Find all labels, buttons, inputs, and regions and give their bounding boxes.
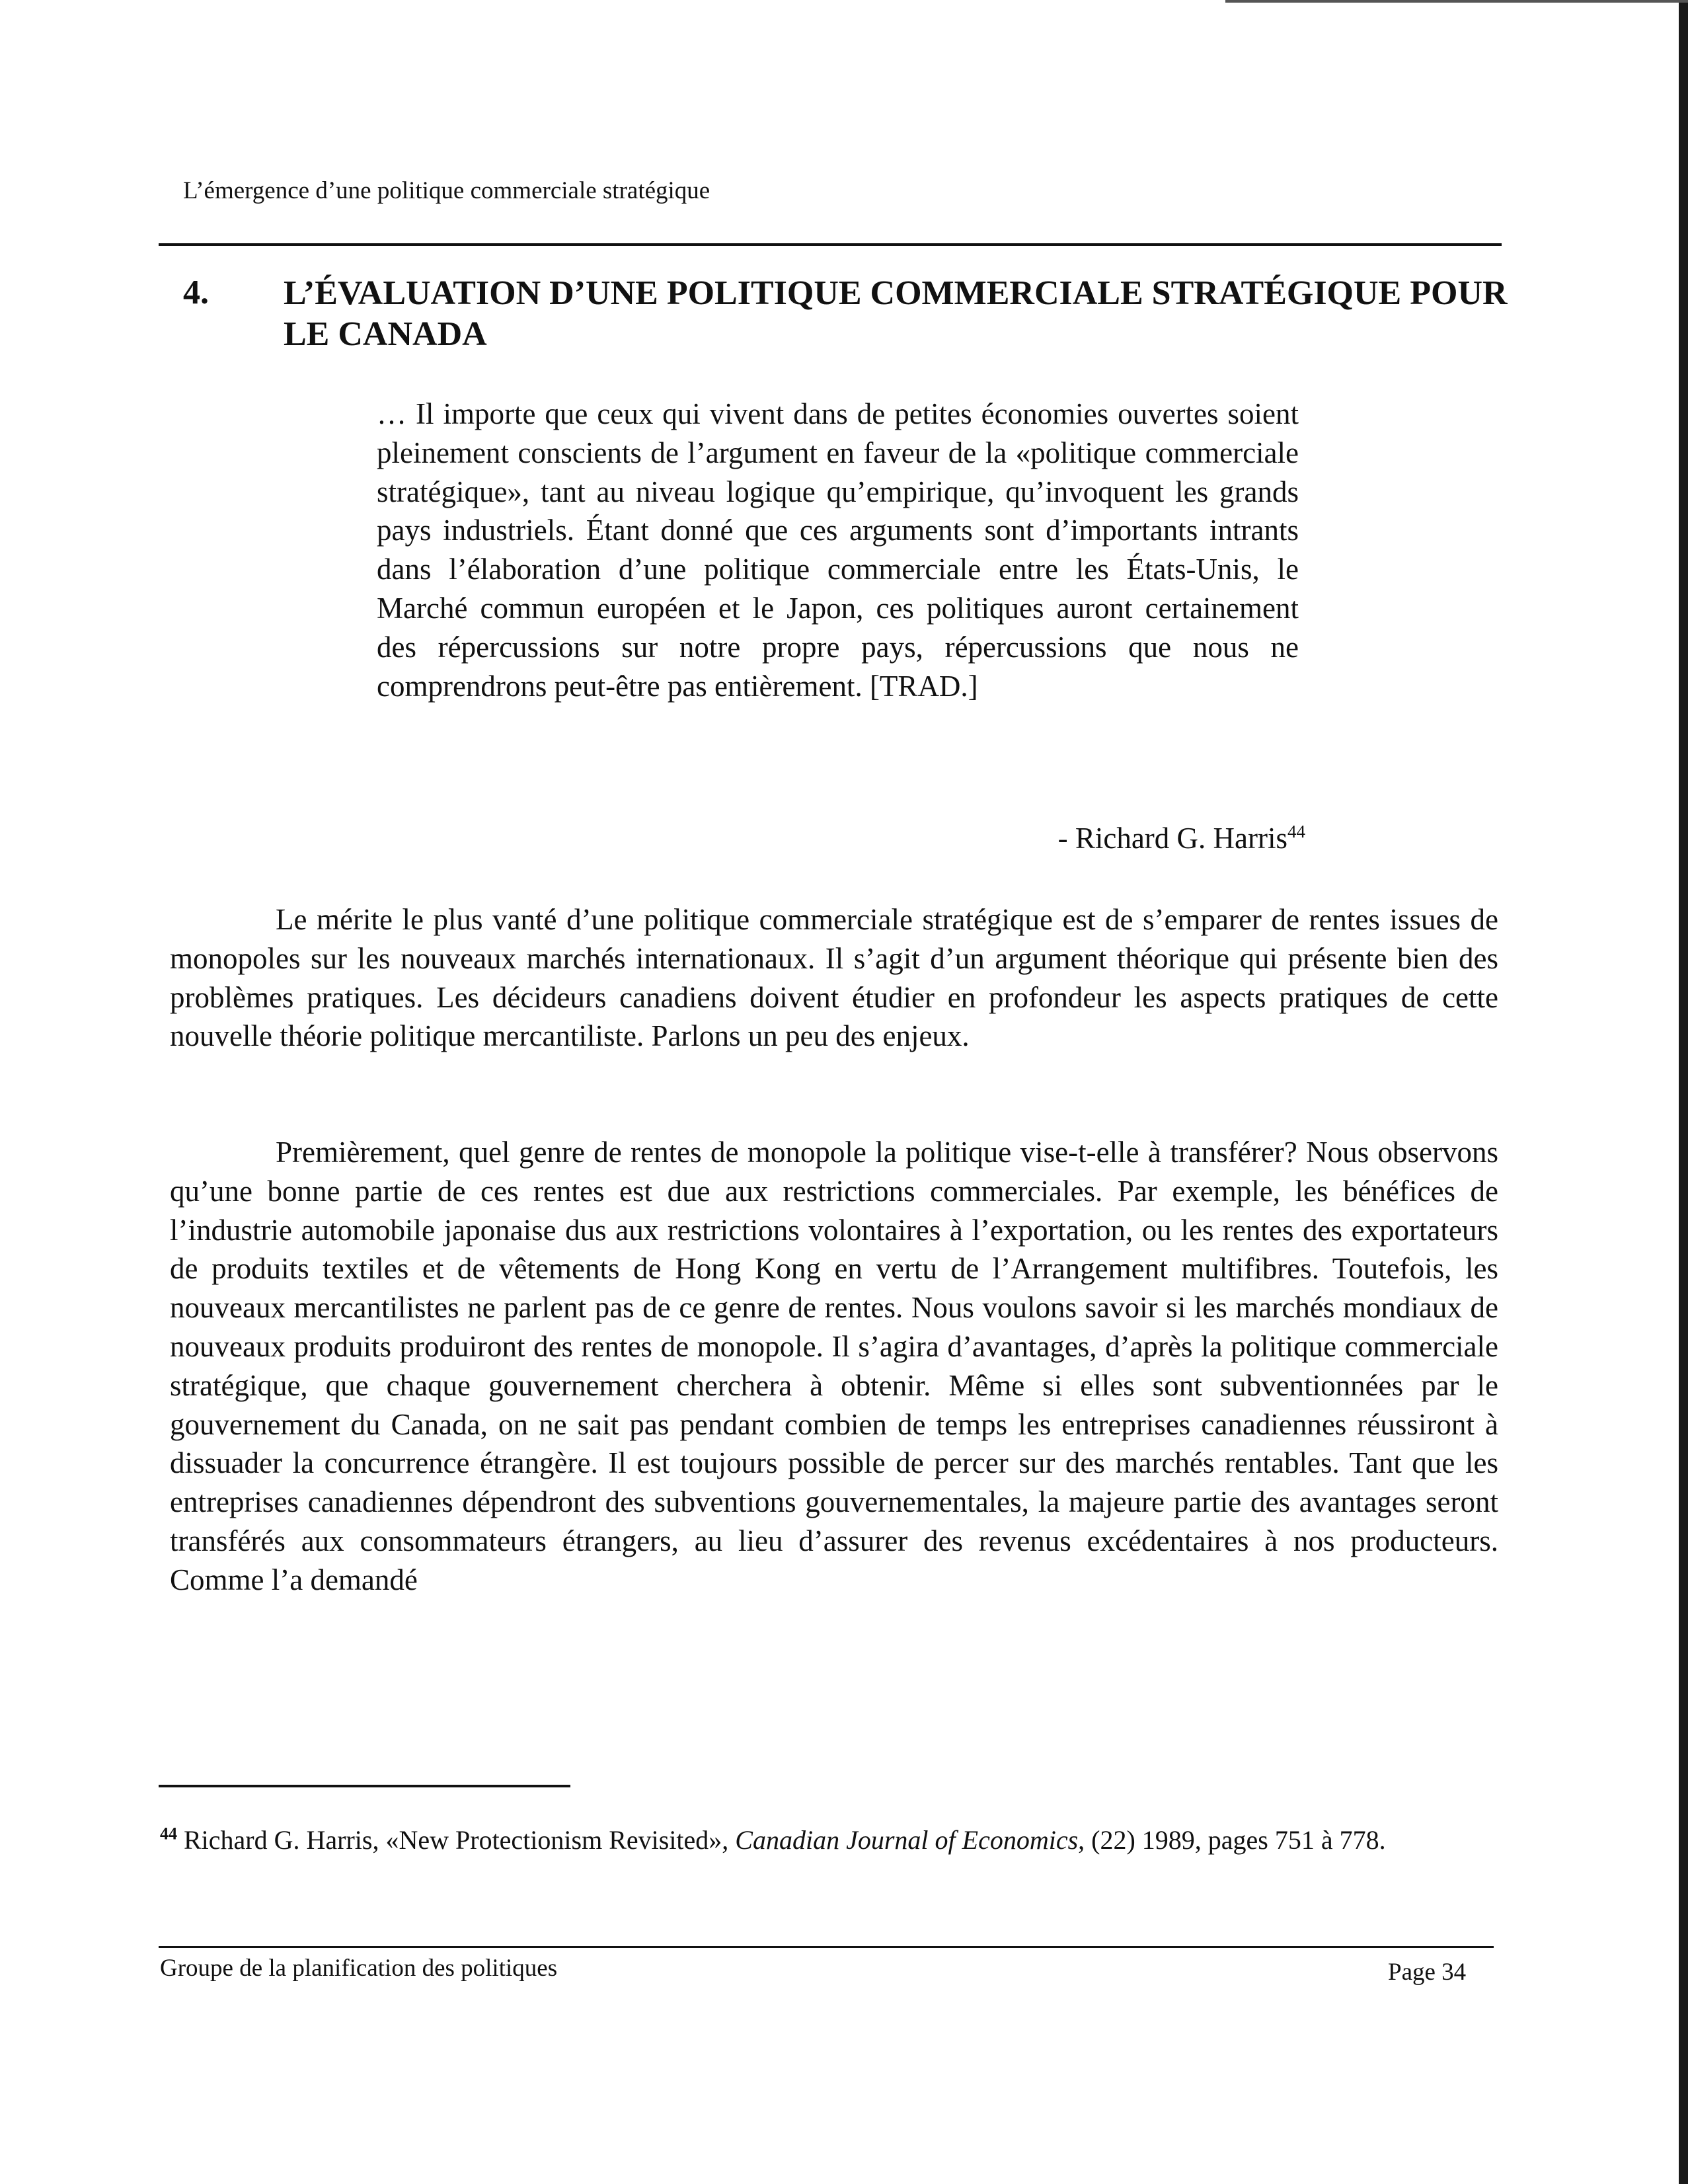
section-number: 4. xyxy=(183,274,209,311)
scan-edge-top xyxy=(1225,0,1688,3)
footnote-ref: 44 xyxy=(1287,822,1305,841)
footnote-text-before: Richard G. Harris, «New Protectionism Revisited», xyxy=(177,1825,736,1855)
footnote-journal: Canadian Journal of Economics xyxy=(735,1825,1079,1855)
quote-attribution xyxy=(1005,821,1305,855)
scan-edge xyxy=(1679,0,1688,2184)
page-number: Page 34 xyxy=(1388,1959,1467,1986)
section-title: L’ÉVALUATION D’UNE POLITIQUE COMMERCIALE STRATÉGIQUE POUR LE CANADA xyxy=(284,274,1508,353)
body-paragraph-1: Le mérite le plus vanté d’une politique commerciale stratégique est de s’emparer de rentes issues de monopoles sur les nouveaux marchés internationaux. Il s’agit d’un argument théorique qui présente bien des problèmes pratiques. Les décideurs canadiens doivent étudier en profondeur les aspects pratiques de cette nouvelle théorie politique mercantiliste. Parlons un peu des enjeux. xyxy=(170,903,1498,1053)
epigraph-quote: … Il importe que ceux qui vivent dans de petites économies ouvertes soient pleinement conscients de l’argument en faveur de la «politique commerciale stratégique», tant au niveau logique qu’empirique, qu’invoquent les grands pays industriels. Étant donné que ces arguments sont d’importants intrants dans l’élaboration d’une politique commerciale entre les États-Unis, le Marché commun européen et le Japon, ces politiques auront certainement des répercussions sur notre propre pays, répercussions que nous ne comprendrons peut-être pas entièrement. [TRAD.] xyxy=(377,397,1299,703)
footnote-number: 44 xyxy=(160,1824,177,1844)
footnote-text-after: , (22) 1989, pages 751 à 778. xyxy=(1078,1825,1386,1855)
footer-organization: Groupe de la planification des politiques xyxy=(160,1955,558,1982)
footnote xyxy=(160,1823,1488,1857)
footer-rule xyxy=(159,1946,1494,1948)
header-rule xyxy=(159,243,1502,246)
body-paragraph-2: Premièrement, quel genre de rentes de monopole la politique vise-t-elle à transférer? Nous observons qu’une bonne partie de ces rentes est due aux restrictions commerciales. Par exemple, les bénéfices de l’industrie automobile japonaise dus aux restrictions volontaires à l’exportation, ou les rentes des exportateurs de produits textiles et de vêtements de Hong Kong en vertu de l’Arrangement multifibres. Toutefois, les nouveaux mercantilistes ne parlent pas de ce genre de rentes. Nous voulons savoir si les marchés mondiaux de nouveaux produits produiront des rentes de monopole. Il s’agira d’avantages, d’après la politique commerciale stratégique, que chaque gouvernement cherchera à obtenir. Même si elles sont subventionnées par le gouvernement du Canada, on ne sait pas pendant combien de temps les entreprises canadiennes réussiront à dissuader la concurrence étrangère. Il est toujours possible de percer sur des marchés rentables. Tant que les entreprises canadiennes dépendront des subventions gouvernementales, la majeure partie des avantages seront transférés aux consommateurs étrangers, au lieu d’assurer des revenus excédentaires à nos producteurs. Comme l’a demandé xyxy=(170,1136,1498,1596)
footnote-rule xyxy=(159,1785,570,1787)
quote-author: - Richard G. Harris xyxy=(1057,822,1287,855)
running-header: L’émergence d’une politique commerciale stratégique xyxy=(183,177,710,204)
